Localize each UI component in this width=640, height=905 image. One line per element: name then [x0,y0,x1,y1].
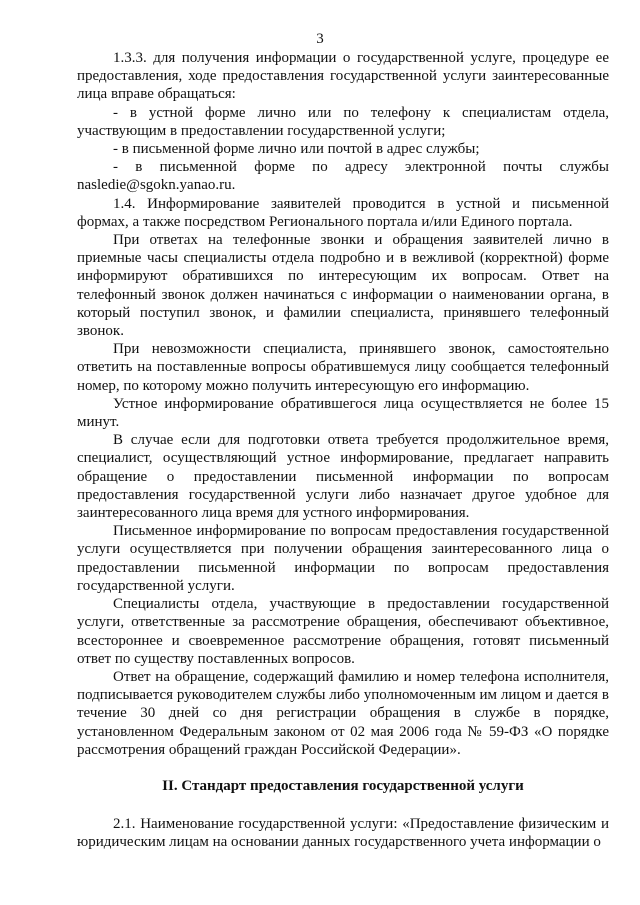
list-item-email: - в письменной форме по адресу электронной почты службы nasledie@sgokn.yanao.ru. [77,159,609,194]
paragraph-response: Ответ на обращение, содержащий фамилию и номер телефона исполнителя, подписывается руководителем службы либо уполномоченным им лицом и дается в течение 30 дней со дня регистрации обращения в службе в порядке, установленном Федеральным законом от 02 мая 2006 года № 59-ФЗ «О порядке рассмотрения обращений граждан Российской Федерации». [77,668,609,758]
paragraph-oral-duration: Устное информирование обратившегося лица осуществляется не более 15 минут. [77,395,609,431]
paragraph-specialists: Специалисты отдела, участвующие в предоставлении государственной услуги, ответственные за рассмотрение обращения, обеспечивают объективное, всестороннее и своевременное рассмотрение обращения, готовят письменный ответ по существу поставленных вопросов. [77,596,609,667]
list-item-written-post: - в письменной форме лично или почтой в адрес службы; [113,141,480,158]
page-number: 3 [316,31,324,47]
paragraph-written-info: Письменное информирование по вопросам предоставления государственной услуги осуществляется при получении обращения заинтересованного лица о предоставлении письменной информации по вопросам предоставления государственной услуги. [77,523,609,594]
paragraph-phone-answers: При ответах на телефонные звонки и обращения заявителей лично в приемные часы специалисты отдела подробно и в вежливой (корректной) форме информируют обратившихся по интересующим их вопросам. Ответ на телефонный звонок должен начинаться с информации о наименовании органа, в который поступил звонок, и фамилии специалиста, принявшего телефонный звонок. [77,232,609,340]
paragraph-2-1: 2.1. Наименование государственной услуги: «Предоставление физическим и юридическим лицам на основании данных государственного учета информации о [77,816,609,851]
list-item-oral: - в устной форме лично или по телефону к специалистам отдела, участвующим в предоставлении государственной услуги; [77,104,609,139]
document-body [77,49,609,852]
paragraph-unavailable-specialist: При невозможности специалиста, принявшего звонок, самостоятельно ответить на поставленные вопросы обратившемуся лицу сообщается телефонный номер, по которому можно получить интересующую его информацию. [77,341,609,394]
section-heading: II. Стандарт предоставления государственной услуги [162,777,524,794]
paragraph-1-3-3: 1.3.3. для получения информации о государственной услуге, процедуре ее предоставления, ходе предоставления государственной услуги заинтересованные лица вправе обращаться: [77,50,609,103]
paragraph-1-4: 1.4. Информирование заявителей проводится в устной и письменной формах, а также посредством Регионального портала и/или Единого портала. [77,195,609,230]
paragraph-long-answer: В случае если для подготовки ответа требуется продолжительное время, специалист, осуществляющий устное информирование, предлагает направить обращение о предоставлении письменной информации по вопросам предоставления государственной услуги либо назначает другое удобное для заинтересованного лица время для устного информирования. [77,432,609,522]
